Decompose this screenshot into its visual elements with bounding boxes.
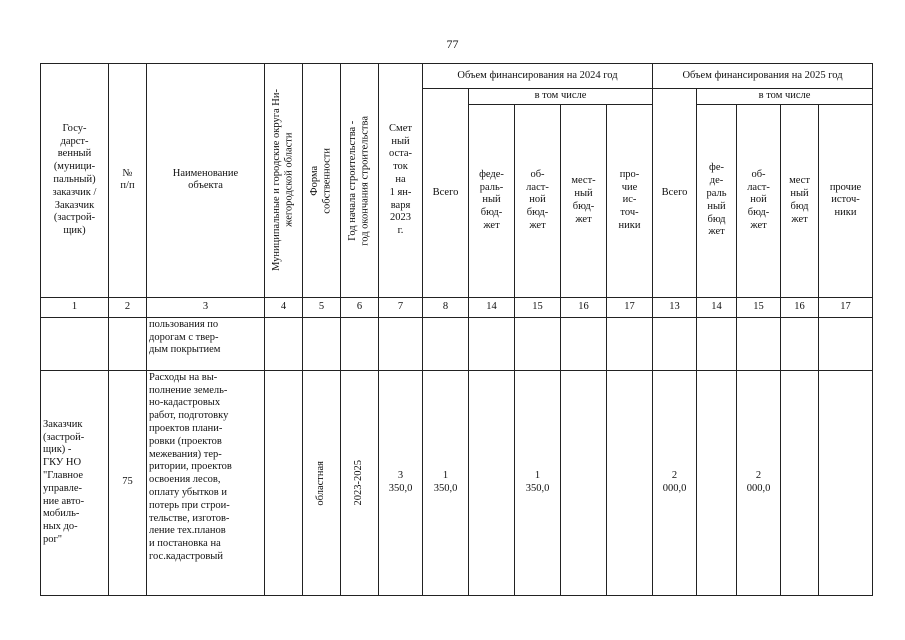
cell-customer: Заказчик (застрой- щик) - ГКУ НО "Главное управле- ние авто- мобиль- ных до- рог" — [41, 370, 109, 595]
cell-total-2024: 1 350,0 — [423, 370, 469, 595]
cell-years — [341, 370, 379, 595]
financing-table — [40, 63, 873, 596]
header-years — [341, 64, 379, 298]
cell-regional-2024-cont — [515, 317, 561, 370]
column-number: 15 — [515, 297, 561, 317]
cell-local-2024 — [561, 370, 607, 595]
cell-ownership — [303, 370, 341, 595]
column-number: 1 — [41, 297, 109, 317]
cell-federal-2025 — [697, 370, 737, 595]
cell-total-2024-cont — [423, 317, 469, 370]
cell-estimate: 3 350,0 — [379, 370, 423, 595]
cell-ownership-text: областная — [315, 460, 327, 506]
cell-other-2025 — [819, 370, 873, 595]
header-total-2025: Всего — [653, 89, 697, 298]
cell-customer-cont — [41, 317, 109, 370]
header-funding-2025: Объем финансирования на 2025 год — [653, 64, 873, 89]
header-district — [265, 64, 303, 298]
cell-district-cont — [265, 317, 303, 370]
header-federal-2025: фе- де- раль ный бюд жет — [697, 104, 737, 297]
header-including-2025: в том числе — [697, 89, 873, 105]
header-customer: Госу- дарст- венный (муници- пальный) заказчик / Заказчик (застрой- щик) — [41, 64, 109, 298]
column-number: 6 — [341, 297, 379, 317]
cell-object-name-cont: пользования по дорогам с твер- дым покрытием — [147, 317, 265, 370]
cell-total-2025-cont — [653, 317, 697, 370]
cell-local-2025 — [781, 370, 819, 595]
header-district-text: Муниципальные и городские округа Ни- жегородской области — [270, 89, 295, 272]
cell-federal-2024-cont — [469, 317, 515, 370]
cell-estimate-cont — [379, 317, 423, 370]
column-number: 2 — [109, 297, 147, 317]
header-other-2024: про- чие ис- точ- ники — [607, 104, 653, 297]
column-number: 13 — [653, 297, 697, 317]
cell-row-no-cont — [109, 317, 147, 370]
cell-other-2024 — [607, 370, 653, 595]
table-row-75 — [41, 370, 873, 595]
header-other-2025: прочие источ- ники — [819, 104, 873, 297]
header-local-2025: мест ный бюд жет — [781, 104, 819, 297]
header-funding-2024: Объем финансирования на 2024 год — [423, 64, 653, 89]
header-row-1 — [41, 64, 873, 89]
column-number: 17 — [607, 297, 653, 317]
header-ownership-text: Форма собственности — [308, 147, 333, 214]
header-estimate: Смет ный оста- ток на 1 ян- варя 2023 г. — [379, 64, 423, 298]
cell-regional-2024: 1 350,0 — [515, 370, 561, 595]
header-ownership — [303, 64, 341, 298]
column-number: 17 — [819, 297, 873, 317]
cell-object-name: Расходы на вы- полнение земель- но-кадастровых работ, подготовку проектов плани- ровки (проектов межевания) тер- ритории, проектов освоения лесов, оплату убытков и потерь при строи- тельстве, изготов- ление тех.планов и постановка на гос.кадастровый — [147, 370, 265, 595]
cell-other-2024-cont — [607, 317, 653, 370]
page-number: 77 — [446, 37, 459, 51]
header-total-2024: Всего — [423, 89, 469, 298]
cell-local-2025-cont — [781, 317, 819, 370]
cell-regional-2025-cont — [737, 317, 781, 370]
table-row-continued — [41, 317, 873, 370]
cell-regional-2025: 2 000,0 — [737, 370, 781, 595]
column-number: 3 — [147, 297, 265, 317]
column-number: 16 — [561, 297, 607, 317]
column-number: 4 — [265, 297, 303, 317]
cell-total-2025: 2 000,0 — [653, 370, 697, 595]
cell-local-2024-cont — [561, 317, 607, 370]
cell-years-cont — [341, 317, 379, 370]
header-object-name: Наименование объекта — [147, 64, 265, 298]
cell-ownership-cont — [303, 317, 341, 370]
cell-federal-2025-cont — [697, 317, 737, 370]
header-including-2024: в том числе — [469, 89, 653, 105]
column-number: 5 — [303, 297, 341, 317]
cell-district — [265, 370, 303, 595]
column-number-row — [41, 297, 873, 317]
header-federal-2024: феде- раль- ный бюд- жет — [469, 104, 515, 297]
column-number: 14 — [697, 297, 737, 317]
cell-federal-2024 — [469, 370, 515, 595]
header-local-2024: мест- ный бюд- жет — [561, 104, 607, 297]
column-number: 15 — [737, 297, 781, 317]
cell-years-text: 2023-2025 — [353, 460, 365, 506]
cell-other-2025-cont — [819, 317, 873, 370]
column-number: 7 — [379, 297, 423, 317]
column-number: 8 — [423, 297, 469, 317]
header-row-no: № п/п — [109, 64, 147, 298]
cell-row-no: 75 — [109, 370, 147, 595]
column-number: 14 — [469, 297, 515, 317]
column-number: 16 — [781, 297, 819, 317]
header-years-text: Год начала строительства - год окончания строительства — [346, 115, 371, 246]
header-regional-2025: об- ласт- ной бюд- жет — [737, 104, 781, 297]
header-regional-2024: об- ласт- ной бюд- жет — [515, 104, 561, 297]
